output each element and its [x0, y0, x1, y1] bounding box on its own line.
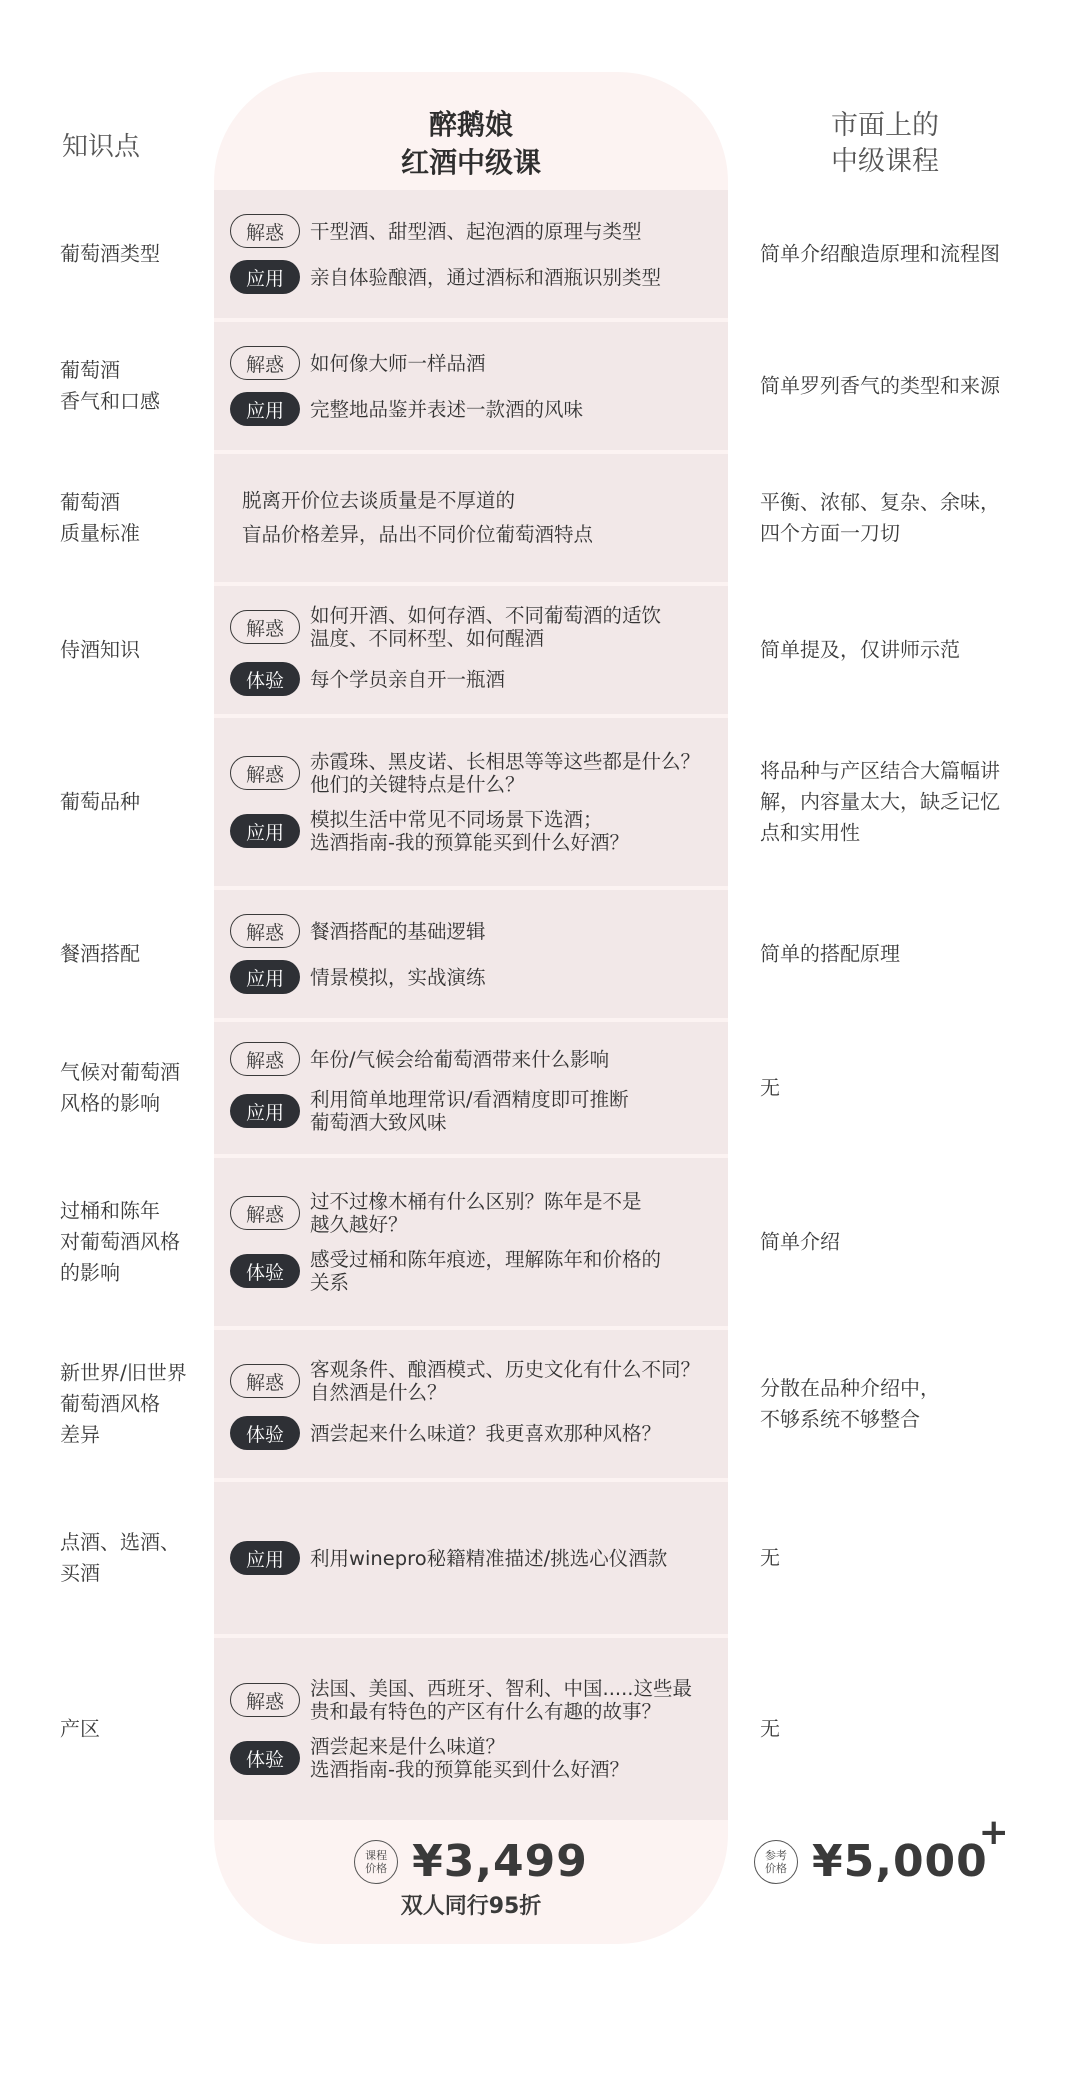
table-row: [0, 1330, 1080, 1478]
type-badge: 应用: [230, 814, 300, 848]
item-text: 亲自体验酿酒，通过酒标和酒瓶识别类型: [310, 265, 662, 289]
course-price-tag: 课程 价格: [354, 1840, 398, 1884]
item-text: 模拟生活中常见不同场景下选酒； 选酒指南-我的预算能买到什么好酒？: [310, 808, 630, 854]
header-market-courses: [760, 108, 1010, 180]
course-content-cell: [214, 190, 728, 318]
course-content-item: [230, 1735, 712, 1781]
course-content-item: [230, 914, 712, 948]
course-content-cell: [214, 322, 728, 450]
type-badge: 体验: [230, 662, 300, 696]
item-text: 赤霞珠、黑皮诺、长相思等等这些都是什么？ 他们的关键特点是什么？: [310, 750, 701, 796]
course-content-item: [230, 1358, 712, 1404]
header-topic: 知识点: [62, 132, 141, 162]
item-text: 过不过橡木桶有什么区别？陈年是不是 越久越好？: [310, 1190, 642, 1236]
course-content-cell: [214, 1330, 728, 1478]
market-comparison: 平衡、浓郁、复杂、余味， 四个方面一刀切: [760, 490, 1000, 545]
course-content-item: [230, 346, 712, 380]
topic-label: 葡萄品种: [60, 789, 140, 814]
market-comparison: 简单罗列香气的类型和来源: [760, 373, 1000, 398]
topic-label: 侍酒知识: [60, 637, 140, 662]
type-badge: 解惑: [230, 1042, 300, 1076]
type-badge: 解惑: [230, 610, 300, 644]
table-row: [0, 586, 1080, 714]
course-content-item: [230, 214, 712, 248]
table-row: [0, 190, 1080, 318]
table-row: [0, 890, 1080, 1018]
course-content-cell: [214, 1482, 728, 1634]
topic-label: 葡萄酒 质量标准: [60, 490, 140, 545]
course-content-item: [230, 1042, 712, 1076]
market-comparison: 简单介绍酿造原理和流程图: [760, 241, 1000, 266]
topic-label: 葡萄酒类型: [60, 241, 160, 266]
type-badge: 解惑: [230, 1683, 300, 1717]
course-content-cell: [214, 454, 728, 582]
item-text: 感受过桶和陈年痕迹，理解陈年和价格的 关系: [310, 1248, 662, 1294]
market-comparison: 简单提及，仅讲师示范: [760, 637, 960, 662]
table-row: [0, 1638, 1080, 1820]
topic-label: 餐酒搭配: [60, 941, 140, 966]
type-badge: 解惑: [230, 756, 300, 790]
plain-text: 脱离开价位去谈质量是不厚道的 盲品价格差异，品出不同价位葡萄酒特点: [242, 489, 594, 546]
course-content-cell: [214, 890, 728, 1018]
item-text: 客观条件、酿酒模式、历史文化有什么不同？ 自然酒是什么？: [310, 1358, 701, 1404]
type-badge: 应用: [230, 960, 300, 994]
item-text: 年份/气候会给葡萄酒带来什么影响: [310, 1047, 610, 1071]
course-content-item: [230, 960, 712, 994]
table-row: [0, 454, 1080, 582]
reference-price-block: [754, 1812, 1034, 1887]
type-badge: 解惑: [230, 1364, 300, 1398]
header-course-name: 红酒中级课: [400, 146, 541, 179]
course-content-item: [230, 1677, 712, 1723]
course-content-item: [230, 392, 712, 426]
course-price-block: [214, 1836, 728, 1920]
course-content-cell: [214, 1158, 728, 1326]
type-badge: 体验: [230, 1416, 300, 1450]
topic-label: 点酒、选酒、 买酒: [60, 1530, 180, 1585]
table-row: [0, 1482, 1080, 1634]
item-text: 利用简单地理常识/看酒精度即可推断 葡萄酒大致风味: [310, 1088, 629, 1134]
course-content-cell: [214, 586, 728, 714]
course-content-item: [230, 260, 712, 294]
type-badge: 解惑: [230, 346, 300, 380]
header-market-line2: 中级课程: [831, 146, 939, 177]
market-comparison: 简单的搭配原理: [760, 941, 900, 966]
topic-label: 产区: [60, 1716, 100, 1741]
item-text: 法国、美国、西班牙、智利、中国.....这些最 贵和最有特色的产区有什么有趣的故事？: [310, 1677, 692, 1723]
type-badge: 体验: [230, 1741, 300, 1775]
course-content-item: [230, 1541, 712, 1575]
item-text: 餐酒搭配的基础逻辑: [310, 919, 486, 943]
item-text: 如何开酒、如何存酒、不同葡萄酒的适饮 温度、不同杯型、如何醒酒: [310, 604, 662, 650]
header-course-brand: 醉鹅娘: [428, 108, 513, 141]
header-market-line1: 市面上的: [831, 110, 939, 141]
table-row: [0, 322, 1080, 450]
item-text: 情景模拟，实战演练: [310, 965, 486, 989]
course-content-item: [230, 1088, 712, 1134]
table-row: [0, 1022, 1080, 1154]
item-text: 完整地品鉴并表述一款酒的风味: [310, 397, 584, 421]
type-badge: 体验: [230, 1254, 300, 1288]
course-content-cell: [214, 1022, 728, 1154]
type-badge: 应用: [230, 1541, 300, 1575]
item-text: 每个学员亲自开一瓶酒: [310, 667, 506, 691]
reference-price: ¥5,000 +: [812, 1812, 1010, 1887]
topic-label: 过桶和陈年 对葡萄酒风格 的影响: [60, 1198, 180, 1285]
course-price-note: 双人同行95折: [400, 1894, 542, 1919]
market-comparison: 无: [760, 1545, 780, 1570]
type-badge: 应用: [230, 1094, 300, 1128]
course-price: ¥3,499: [412, 1836, 588, 1887]
type-badge: 解惑: [230, 1196, 300, 1230]
course-content-item: [230, 1190, 712, 1236]
course-content-item: [230, 604, 712, 650]
reference-price-plus: +: [978, 1812, 1010, 1853]
type-badge: 应用: [230, 260, 300, 294]
topic-label: 气候对葡萄酒 风格的影响: [60, 1060, 180, 1115]
reference-price-tag: 参考 价格: [754, 1840, 798, 1884]
market-comparison: 分散在品种介绍中， 不够系统不够整合: [760, 1376, 940, 1431]
market-comparison: 无: [760, 1075, 780, 1100]
market-comparison: 将品种与产区结合大篇幅讲 解，内容量太大，缺乏记忆 点和实用性: [760, 758, 1000, 845]
type-badge: 解惑: [230, 214, 300, 248]
market-comparison: 无: [760, 1716, 780, 1741]
course-content-cell: [214, 1638, 728, 1820]
item-text: 干型酒、甜型酒、起泡酒的原理与类型: [310, 219, 642, 243]
header-course-title: [214, 106, 728, 182]
type-badge: 应用: [230, 392, 300, 426]
course-content-item: [230, 750, 712, 796]
table-row: [0, 718, 1080, 886]
course-content-cell: [214, 718, 728, 886]
table-row: [0, 1158, 1080, 1326]
item-text: 利用winepro秘籍精准描述/挑选心仪酒款: [310, 1546, 668, 1570]
course-content-item: [230, 808, 712, 854]
item-text: 如何像大师一样品酒: [310, 351, 486, 375]
type-badge: 解惑: [230, 914, 300, 948]
topic-label: 新世界/旧世界 葡萄酒风格 差异: [60, 1360, 187, 1447]
course-content-item: [230, 1248, 712, 1294]
topic-label: 葡萄酒 香气和口感: [60, 358, 160, 413]
item-text: 酒尝起来是什么味道？ 选酒指南-我的预算能买到什么好酒？: [310, 1735, 630, 1781]
course-content-item: [230, 1416, 712, 1450]
course-content-item: [230, 662, 712, 696]
item-text: 酒尝起来什么味道？我更喜欢那种风格？: [310, 1421, 662, 1445]
market-comparison: 简单介绍: [760, 1229, 840, 1254]
